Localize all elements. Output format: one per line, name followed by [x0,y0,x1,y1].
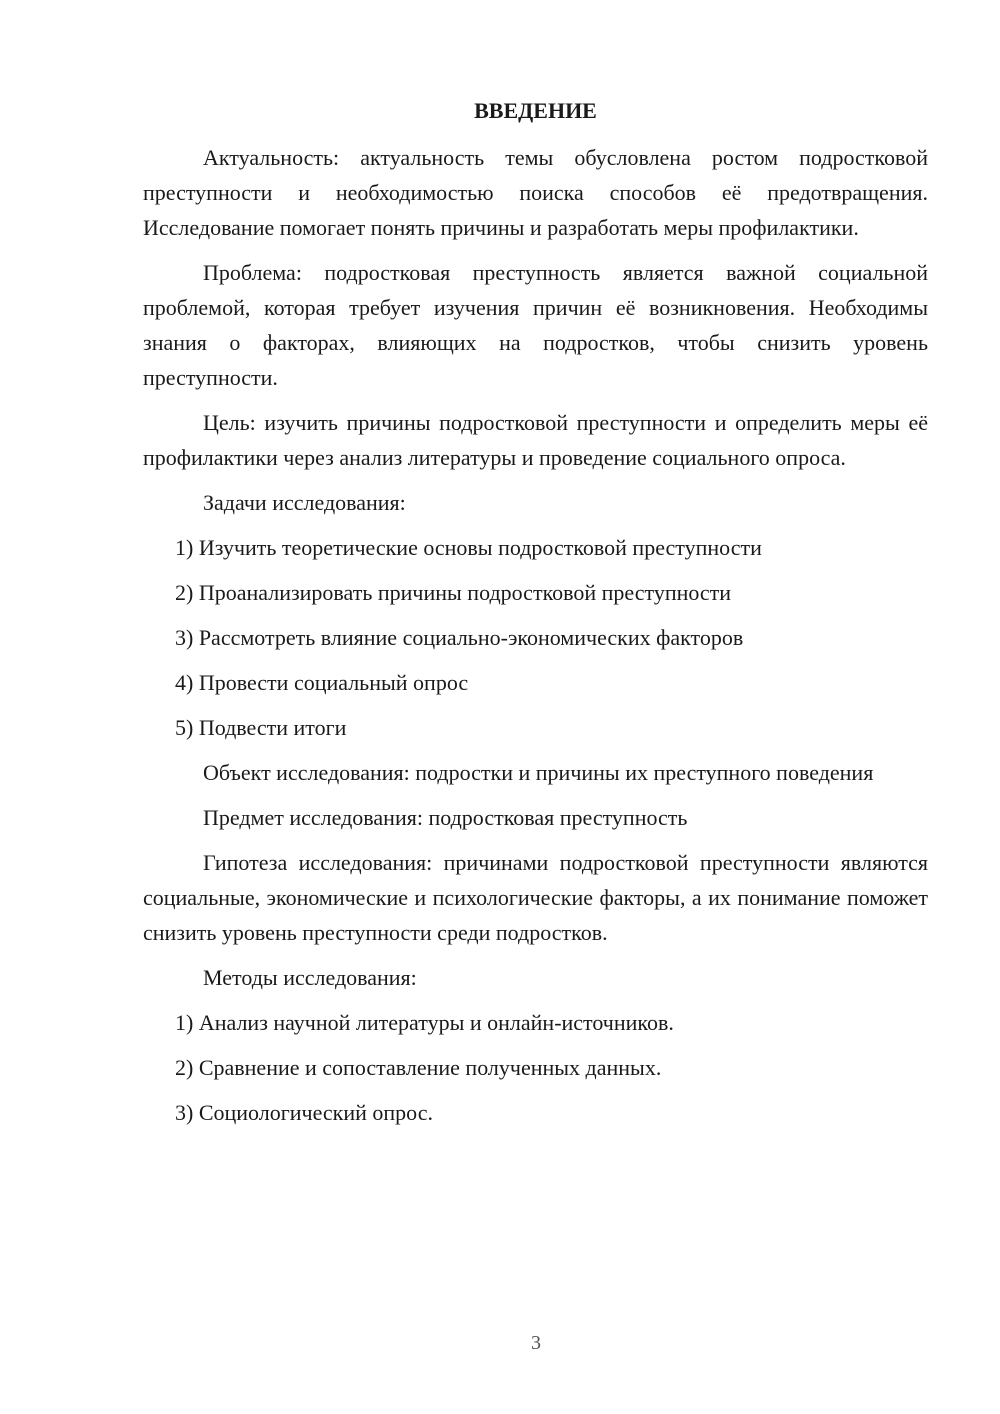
document-body [143,92,928,1140]
object-paragraph: Объект исследования: подростки и причины их преступного поведения [203,760,874,785]
section-title: ВВЕДЕНИЕ [474,98,597,123]
list-item: 1) Анализ научной литературы и онлайн-источников. [175,1010,674,1035]
goal-paragraph: Цель: изучить причины подростковой преступности и определить меры её профилактики через анализ литературы и проведение социального опроса. [143,410,928,470]
list-item: 3) Социологический опрос. [175,1100,433,1125]
relevance-paragraph: Актуальность: актуальность темы обусловлена ростом подростковой преступности и необходимостью поиска способов её предотвращения. Исследование помогает понять причины и разработать меры профилактики. [143,145,928,240]
methods-list [143,1005,928,1130]
tasks-list [143,530,928,745]
page-number: 3 [531,1332,541,1354]
list-item: 2) Проанализировать причины подростковой преступности [175,580,732,605]
hypothesis-paragraph: Гипотеза исследования: причинами подростковой преступности являются социальные, экономические и психологические факторы, а их понимание поможет снизить уровень преступности среди подростков. [143,850,928,945]
problem-paragraph: Проблема: подростковая преступность является важной социальной проблемой, которая требует изучения причин её возникновения. Необходимы знания о факторах, влияющих на подростков, чтобы снизить уровень преступности. [143,260,928,390]
subject-paragraph: Предмет исследования: подростковая преступность [203,805,688,830]
list-item: 3) Рассмотреть влияние социально-экономических факторов [175,625,744,650]
methods-heading: Методы исследования: [203,965,417,990]
list-item: 5) Подвести итоги [175,715,347,740]
list-item: 1) Изучить теоретические основы подростковой преступности [175,535,762,560]
tasks-heading: Задачи исследования: [203,490,406,515]
list-item: 4) Провести социальный опрос [175,670,469,695]
list-item: 2) Сравнение и сопоставление полученных данных. [175,1055,662,1080]
